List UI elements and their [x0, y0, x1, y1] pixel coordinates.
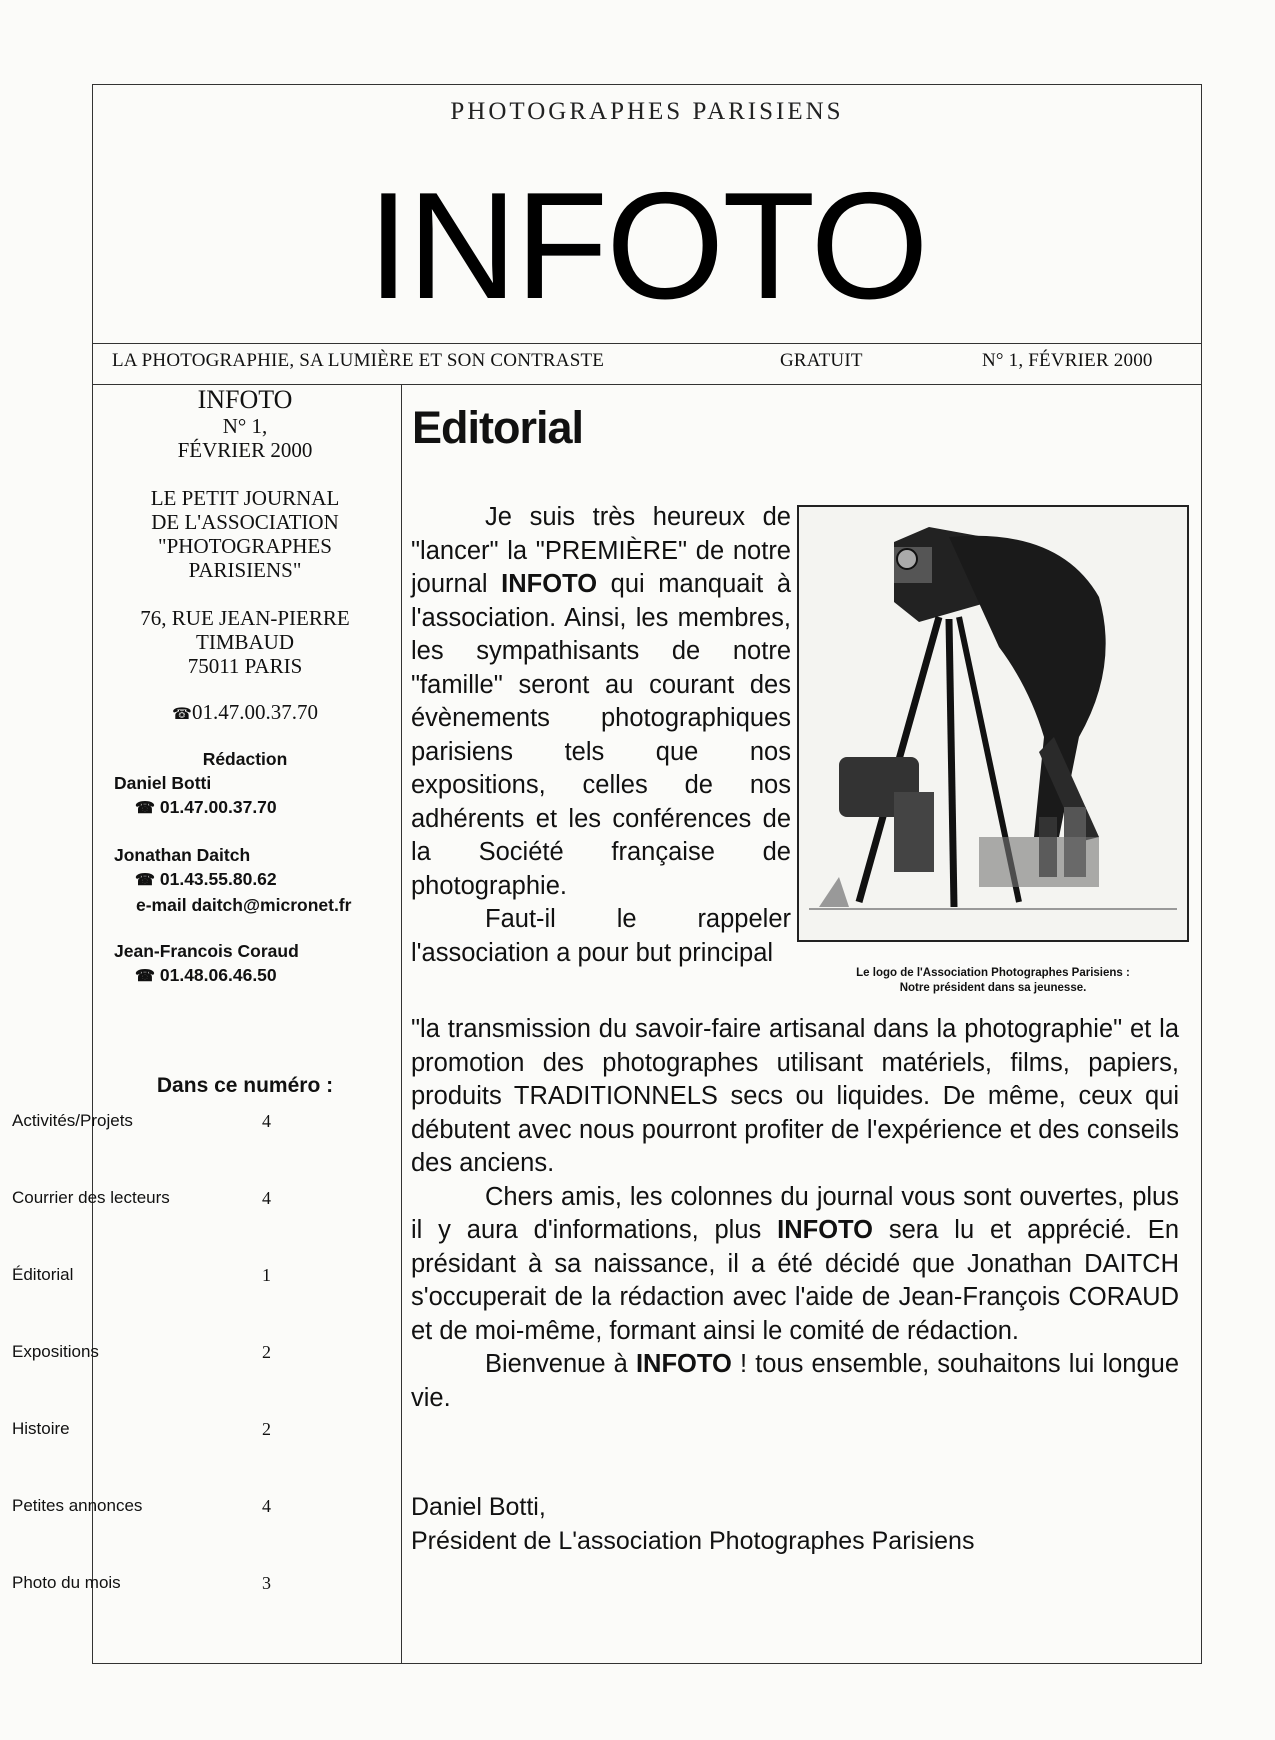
journal-line: DE L'ASSOCIATION	[151, 510, 339, 534]
column-divider	[401, 385, 402, 1664]
toc-item[interactable]	[12, 1265, 372, 1285]
toc-label: Histoire	[12, 1419, 70, 1438]
caption-line: Notre président dans sa jeunesse.	[899, 982, 1087, 994]
main-phone	[100, 700, 390, 727]
text: Je suis très heureux de "lancer" la "PREMIÈRE" de notre journal	[411, 503, 791, 598]
photo-caption	[800, 966, 1186, 996]
journal-name: INFOTO	[501, 570, 598, 598]
address-block	[100, 606, 390, 678]
text: ! tous ensemble, souhaitons lui longue vie.	[411, 1350, 1179, 1412]
contact-phone	[100, 867, 390, 893]
camera-photo	[797, 505, 1189, 942]
journal-line: "PHOTOGRAPHES	[158, 534, 332, 558]
tagline: LA PHOTOGRAPHIE, SA LUMIÈRE ET SON CONTRASTE	[112, 350, 605, 371]
contact-phone	[100, 963, 390, 989]
contact-name: Jonathan Daitch	[114, 845, 251, 865]
issue-number: N° 1,	[222, 414, 268, 438]
price-label: GRATUIT	[780, 350, 863, 371]
contact-name: Jean-Francois Coraud	[114, 941, 299, 961]
phone-icon: ☎	[135, 800, 155, 817]
masthead-overline: PHOTOGRAPHES PARISIENS	[450, 98, 844, 125]
toc-item[interactable]	[12, 1188, 372, 1208]
toc-heading: Dans ce numéro :	[156, 1074, 334, 1097]
contact-phone-number: 01.48.06.46.50	[159, 965, 277, 985]
issue-title: INFOTO	[197, 385, 293, 414]
contact-name: Daniel Botti	[114, 773, 212, 793]
toc-page: 2	[262, 1419, 271, 1439]
signature-title: Président de L'association Photographes Parisiens	[411, 1527, 975, 1555]
toc-label: Courrier des lecteurs	[12, 1188, 170, 1207]
paragraph-1	[411, 501, 791, 903]
masthead-title: INFOTO	[367, 161, 927, 331]
main-phone-number: 01.47.00.37.70	[192, 700, 318, 724]
issue-block	[100, 386, 390, 462]
journal-block	[100, 486, 390, 582]
camera-illustration	[799, 507, 1187, 940]
phone-icon: ☎	[135, 872, 155, 889]
redaction-block	[100, 747, 390, 989]
editorial-column-wide	[411, 1013, 1179, 1415]
toc-page: 2	[262, 1342, 271, 1362]
journal-name: INFOTO	[635, 1350, 732, 1378]
contact-phone-number: 01.43.55.80.62	[159, 869, 277, 889]
toc-page: 3	[262, 1573, 271, 1593]
journal-line: LE PETIT JOURNAL	[150, 486, 340, 510]
toc-item[interactable]	[12, 1419, 372, 1439]
toc-label: Éditorial	[12, 1265, 74, 1284]
editorial-column-narrow	[411, 501, 791, 970]
toc-label: Photo du mois	[12, 1573, 121, 1592]
toc-page: 4	[262, 1496, 271, 1516]
text: sera lu et apprécié. En présidant à sa naissance, il a été décidé que Jonathan DAITCH s'occuperait de la rédaction avec l'aide de Jean-François CORAUD et de moi-même, formant ainsi le comité de rédaction.	[411, 1216, 1179, 1345]
toc-item[interactable]	[12, 1342, 372, 1362]
text: Chers amis, les colonnes du journal vous sont ouvertes, plus il y aura d'informations, plus	[411, 1182, 1179, 1244]
info-bar	[92, 350, 1202, 380]
issue-date: FÉVRIER 2000	[177, 438, 313, 462]
address-line: 75011 PARIS	[187, 654, 303, 678]
paragraph-3	[411, 1181, 1179, 1349]
phone-icon: ☎	[172, 706, 192, 723]
journal-line: PARISIENS"	[188, 558, 302, 582]
editorial-heading: Editorial	[412, 402, 584, 453]
paragraph-2-continued: "la transmission du savoir-faire artisanal dans la photographie" et la promotion des photographes utilisant matériels, films, papiers, produits TRADITIONNELS secs ou liquides. De même, ceux qui débutent avec nous pourront profiter de l'expérience et des conseils des anciens.	[411, 1015, 1179, 1177]
toc-page: 4	[262, 1188, 271, 1208]
contact-phone-number: 01.47.00.37.70	[159, 797, 277, 817]
toc-item[interactable]	[12, 1111, 372, 1131]
redaction-heading: Rédaction	[202, 749, 288, 769]
toc-item[interactable]	[12, 1496, 372, 1516]
sidebar	[100, 386, 390, 989]
paragraph-4	[411, 1348, 1179, 1415]
caption-line: Le logo de l'Association Photographes Parisiens :	[856, 967, 1130, 979]
toc-item[interactable]	[12, 1573, 372, 1593]
signature-block	[411, 1490, 974, 1558]
journal-name: INFOTO	[777, 1216, 873, 1244]
issue-label: N° 1, FÉVRIER 2000	[982, 350, 1153, 371]
contact-phone	[100, 795, 390, 821]
signature-name: Daniel Botti,	[411, 1493, 546, 1521]
toc-page: 1	[262, 1265, 271, 1285]
masthead-rule-top	[92, 343, 1202, 344]
phone-icon: ☎	[135, 968, 155, 985]
text: Bienvenue à	[485, 1350, 636, 1378]
address-line: TIMBAUD	[196, 630, 294, 654]
toc-page: 4	[262, 1111, 271, 1131]
toc-label: Petites annonces	[12, 1496, 143, 1515]
paragraph-2-start: Faut-il le rappeler l'association a pour but principal	[411, 905, 791, 967]
text: qui manquait à l'association. Ainsi, les membres, les sympathisants de notre "famille" seront au courant des évènements photographiques parisiens tels que nos expositions, celles de nos adhérents et les conférences de la Société française de photographie.	[411, 570, 791, 900]
toc-label: Activités/Projets	[12, 1111, 133, 1130]
contact-email[interactable]: e-mail daitch@micronet.fr	[136, 895, 352, 915]
address-line: 76, RUE JEAN-PIERRE	[140, 606, 350, 630]
toc-label: Expositions	[12, 1342, 99, 1361]
